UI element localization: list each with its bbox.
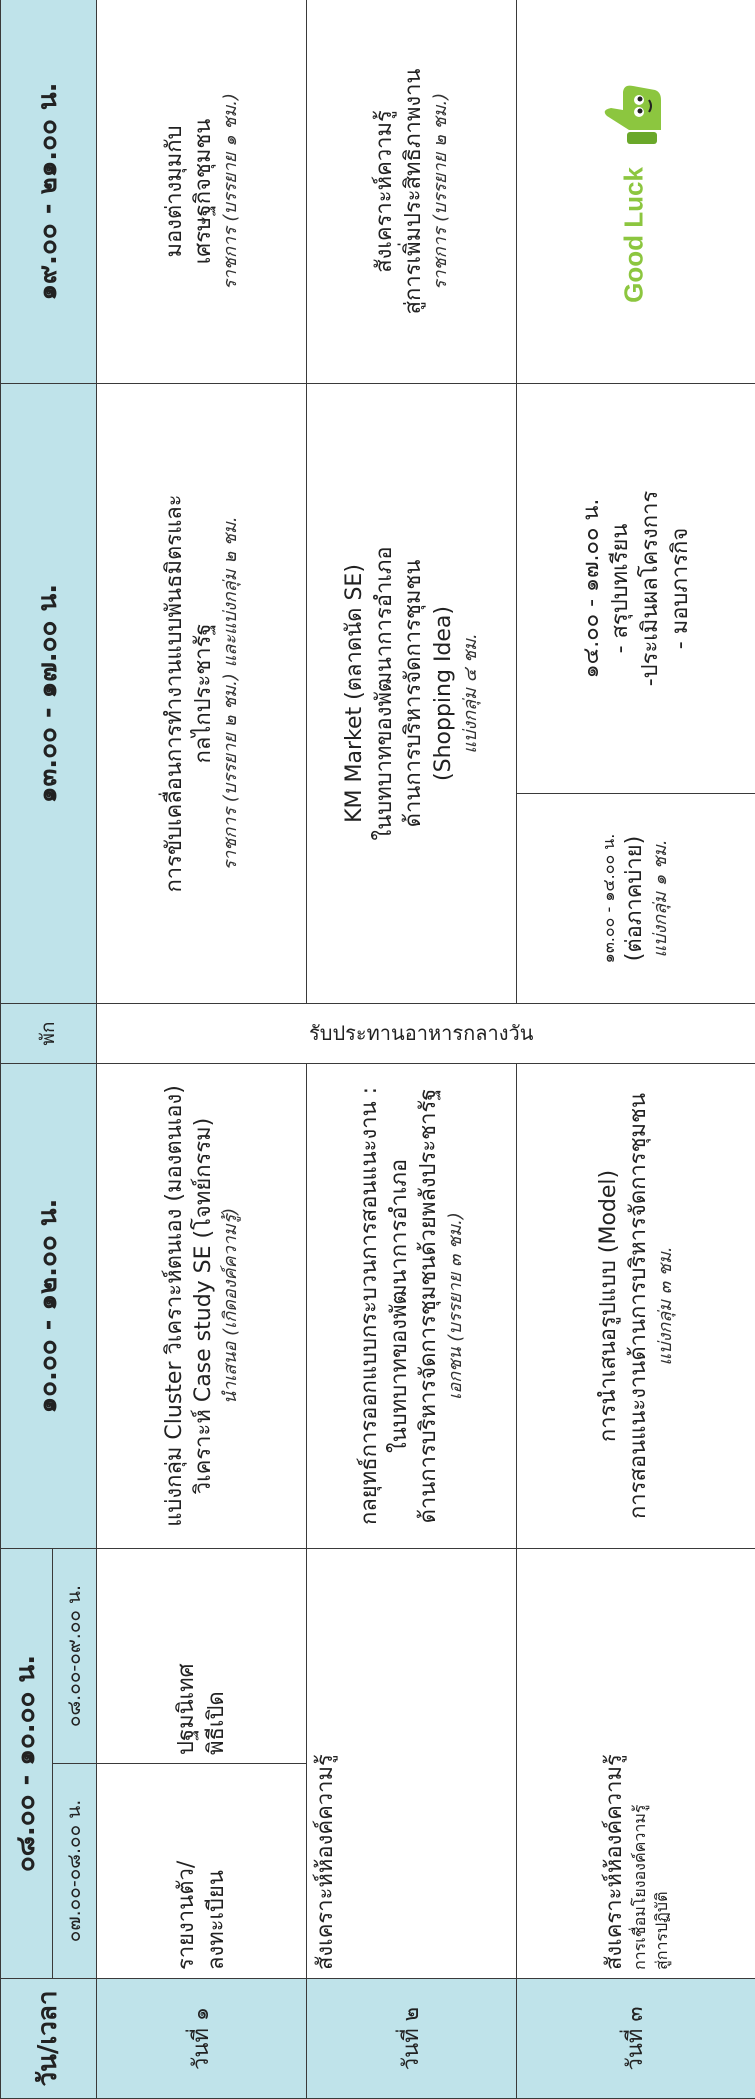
day-1-registration-line1: รายงานตัว/ [173, 1860, 199, 1970]
day-1-late-note: นำเสนอ (เกิดองค์ความรู้) [220, 1207, 242, 1405]
day-3-afternoon-2-line1: - สรุปบทเรียน [608, 523, 634, 654]
day-1-late-morning [97, 1063, 307, 1548]
day-1-row [97, 0, 307, 2099]
day-2-late-line3: ด้านการบริหารจัดการชุมชนด้วยพลังประชารัฐ [416, 1088, 442, 1524]
day-1-evening [97, 0, 307, 383]
day-3-afternoon-1 [517, 793, 755, 1003]
day-3-late-line1: การนำเสนอรูปแบบ (Model) [596, 1169, 622, 1443]
header-slot-lunch: พัก [1, 1003, 97, 1063]
day-3-afternoon-1-note: แบ่งกลุ่ม ๑ ชม. [650, 839, 672, 958]
day-3-afternoon-1-time: ๑๓.๐๐ - ๑๔.๐๐ น. [599, 833, 619, 964]
header-day-time: วัน/เวลา [1, 1979, 97, 2099]
day-2-late-line2: ในบทบาทของพัฒนาการอำเภอ [386, 1158, 412, 1454]
header-slot-afternoon: ๑๓.๐๐ - ๑๗.๐๐ น. [1, 383, 97, 1003]
day-3-morning-line3: สู่การปฏิบัติ [651, 1891, 671, 1970]
day-2-evening-line2: สู่การเพิ่มประสิทธิภาพงาน [401, 68, 427, 315]
day-2-afternoon-note: แบ่งกลุ่ม ๔ ชม. [459, 633, 481, 754]
good-luck-text: Good Luck [618, 167, 648, 303]
day-1-afternoon-note: ราชการ (บรรยาย ๒ ชม.) และแบ่งกลุ่ม ๒ ชม. [220, 516, 242, 871]
day-1-orientation [97, 1548, 307, 1763]
day-3-morning-line1: สังเคราะห์ห้องค์ความรู้ [601, 1754, 627, 1970]
day-2-label: วันที่ ๒ [307, 1979, 517, 2099]
day-1-late-line1: แบ่งกลุ่ม Cluster วิเคราะห์ตนเอง (มองตนเอง) [161, 1085, 187, 1527]
day-1-orientation-line2: พิธีเปิด [203, 1691, 229, 1755]
day-1-afternoon [97, 383, 307, 1003]
day-3-late-morning [517, 1063, 755, 1548]
day-1-afternoon-line2: กลไกประชารัฐ [191, 623, 217, 764]
day-1-registration-line2: ลงทะเบียน [203, 1870, 229, 1970]
day-2-afternoon-line4: (Shopping Idea) [431, 606, 457, 781]
day-2-evening [307, 0, 517, 383]
day-3-afternoon-2-line2: -ประเมินผลโครงการ [638, 490, 663, 687]
day-1-evening-line2: เศรษฐกิจชุมชน [191, 118, 217, 265]
day-2-late-note: เอกชน (บรรยาย ๓ ชม.) [444, 1212, 466, 1400]
header-slot-morning: ๐๘.๐๐ - ๑๐.๐๐ น. [1, 1548, 53, 1978]
day-1-registration [97, 1764, 307, 1979]
thumbs-up-icon [597, 80, 676, 150]
day-3-afternoon-2-time: ๑๔.๐๐ - ๑๗.๐๐ น. [578, 498, 604, 679]
day-2-late-morning [307, 1063, 517, 1548]
day-3-evening [517, 0, 755, 383]
day-2-late-line1: กลยุทธ์การออกแบบกระบวนการสอนแนะงาน : [356, 1086, 382, 1525]
day-1-label: วันที่ ๑ [97, 1979, 307, 2099]
day-1-afternoon-line1: การขับเคลื่อนการทำงานแบบพันธมิตรและ [161, 494, 187, 893]
header-slot-late-morning: ๑๐.๐๐ - ๑๒.๐๐ น. [1, 1063, 97, 1548]
lunch-text: รับประทานอาหารกลางวัน [309, 1020, 534, 1045]
lunch-cell [97, 1003, 755, 1063]
header-slot-morning-a: ๐๗.๐๐-๐๘.๐๐ น. [53, 1764, 97, 1979]
day-3-label: วันที่ ๓ [517, 1979, 755, 2099]
day-2-afternoon-line3: ด้านการบริหารจัดการชุมชน [401, 559, 427, 828]
day-3-afternoon-2 [517, 383, 755, 793]
day-2-afternoon-line2: ในบทบาทของพัฒนาการอำเภอ [371, 546, 397, 841]
day-3-morning-line2: การเชื่อมโยงองค์ความรู้ [630, 1804, 650, 1970]
day-3-afternoon-1-text: (ต่อภาคบ่าย) [621, 835, 647, 962]
day-3-morning [517, 1548, 755, 1978]
day-1-evening-line1: มองต่างมุมกับ [161, 125, 187, 258]
day-3-late-line2: การสอนแนะงานด้านการบริหารจัดการชุมชน [625, 1092, 651, 1520]
day-2-evening-note: ราชการ (บรรยาย ๒ ชม.) [430, 92, 452, 291]
day-2-afternoon-line1: KM Market (ตลาดนัด SE) [341, 564, 367, 823]
day-1-evening-note: ราชการ (บรรยาย ๑ ชม.) [220, 92, 242, 291]
day-3-afternoon-2-line3: - มอบภารกิจ [667, 527, 693, 650]
day-1-orientation-line1: ปฐมนิเทศ [173, 1663, 199, 1755]
day-1-late-line2: วิเคราะห์ Case study SE (โจทย์กรรม) [191, 1117, 217, 1495]
day-3-late-note: แบ่งกลุ่ม ๓ ชม. [654, 1246, 676, 1366]
header-slot-morning-b: ๐๘.๐๐-๐๙.๐๐ น. [53, 1548, 97, 1763]
day-2-evening-line1: สังเคราะห์ความรู้ [371, 110, 397, 273]
day-2-afternoon [307, 383, 517, 1003]
day-2-morning: สังเคราะห์ห้องค์ความรู้ [307, 1548, 517, 1978]
header-slot-evening: ๑๙.๐๐ - ๒๑.๐๐ น. [1, 0, 97, 383]
